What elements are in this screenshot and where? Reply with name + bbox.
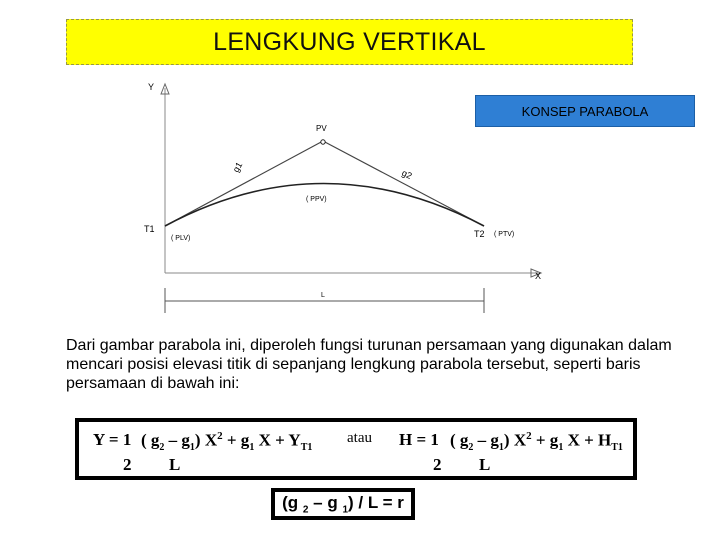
g2-label: g2 [400,167,414,182]
ppv-label: ( PPV) [306,196,327,203]
formula-h-terms: ( $g_2 - g_1$) $X^2 + g_1$ $X + H_{T1}$ [450,430,623,454]
ratio-formula: (g $_2$ – g $_1$) / L = r [282,492,404,516]
page-title: LENGKUNG VERTIKAL [213,27,486,56]
plv-label: ( PLV) [171,235,191,242]
konsep-parabola-label: KONSEP PARABOLA [521,103,649,119]
length-label: L [321,292,325,299]
pv-label: PV [316,124,327,133]
formula-y-l-denominator: L [169,455,181,474]
formula-y-lhs: Y = 1 [93,430,132,449]
g1-label: g1 [230,160,245,174]
ptv-label: ( PTV) [494,231,515,238]
y-axis-label: Y [148,82,155,92]
formula-h-lhs: H = 1 [399,430,439,449]
parabola-curve [165,184,484,227]
formula-box [75,418,637,480]
t2-label: T2 [474,229,485,239]
konsep-parabola-banner [475,95,695,127]
formula-h-l-denominator: L [479,455,491,474]
description-text: Dari gambar parabola ini, diperoleh fungsi turunan persamaan yang digunakan dalam mencari posisi elevasi titik di sepanjang lengkung parabola tersebut, seperti baris persamaan di bawah ini: [66,337,672,392]
formula-atau: atau [347,430,372,446]
tangent-g1 [165,141,323,226]
ratio-formula-box [271,488,415,520]
formula-y-terms: ( $g_2 - g_1$) $X^2 + g_1$ $X + Y_{T1}$ [141,430,313,454]
tangent-g2 [323,141,484,226]
x-axis-label: X [535,271,542,281]
pv-point [321,140,325,144]
formula-y-half-denominator: 2 [123,455,132,474]
t1-label: T1 [144,224,155,234]
formula-h-half-denominator: 2 [433,455,442,474]
